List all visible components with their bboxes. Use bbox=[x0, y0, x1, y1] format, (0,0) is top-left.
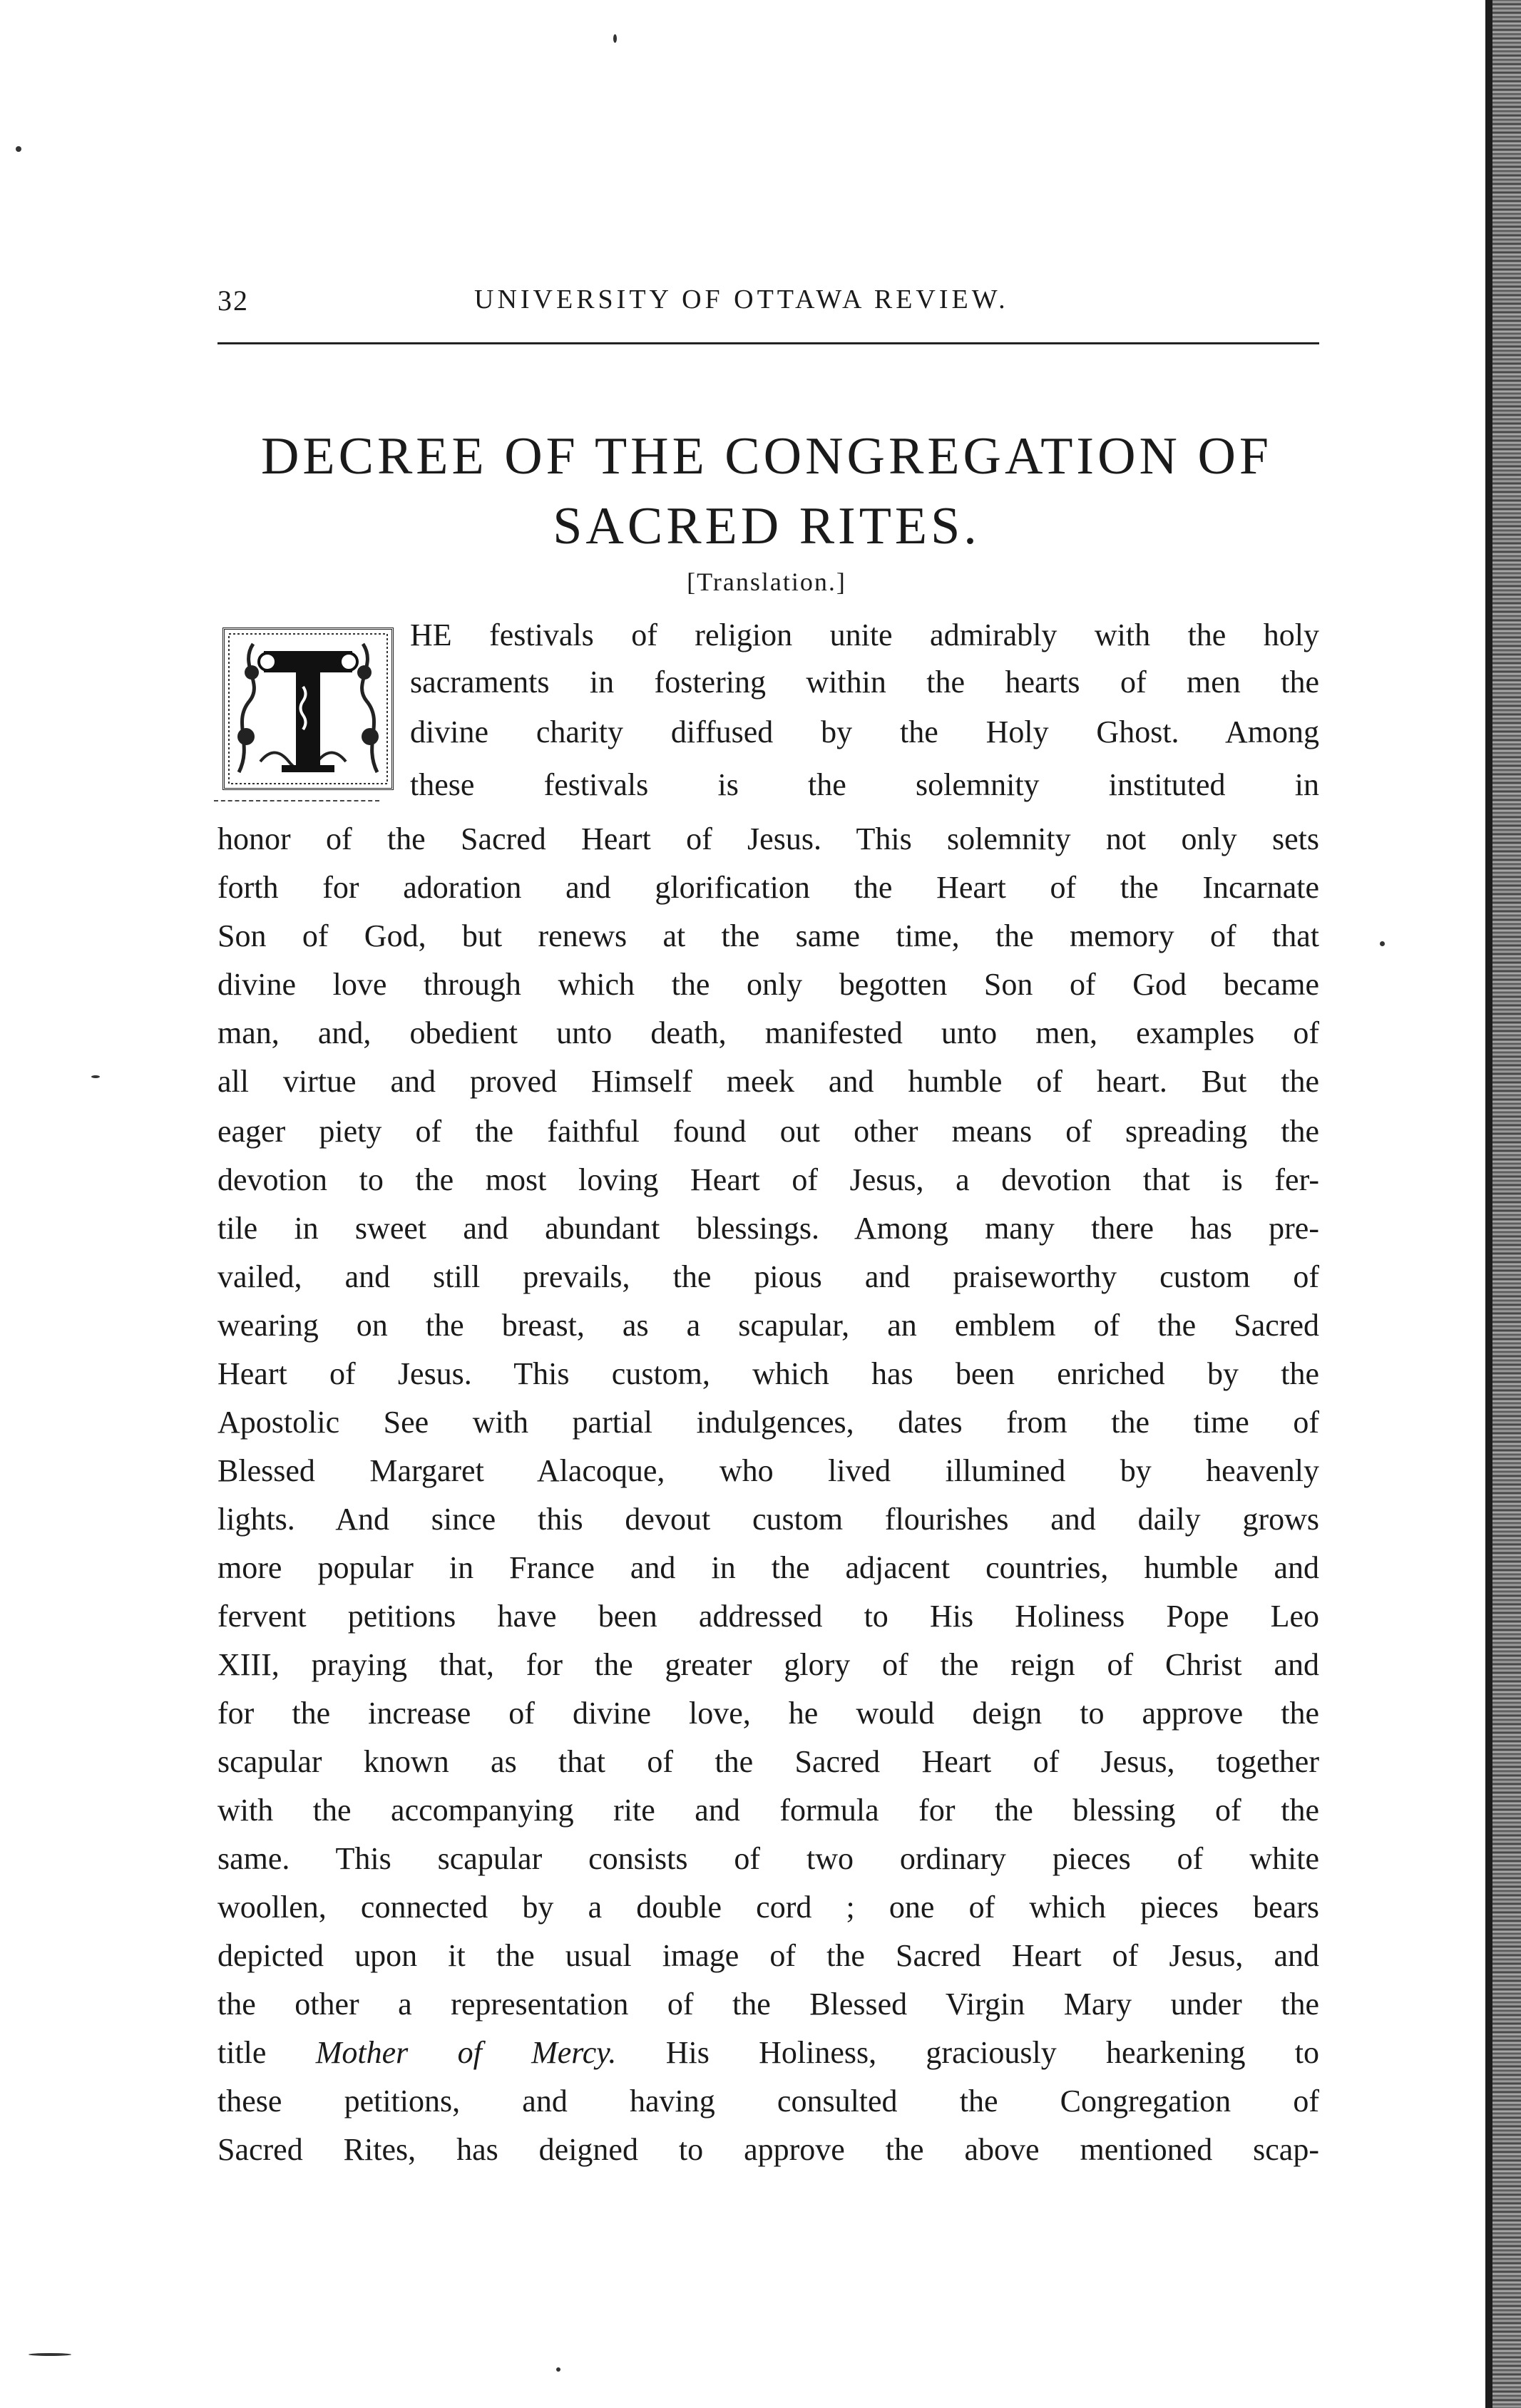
body-line: scapular known as that of the Sacred Heart of Jesus, together bbox=[217, 1744, 1319, 1779]
running-head bbox=[217, 284, 1319, 327]
drop-cap-rule bbox=[214, 800, 379, 801]
page-number: 32 bbox=[217, 285, 249, 317]
scan-speck bbox=[1380, 941, 1385, 946]
body-line: vailed, and still prevails, the pious and praiseworthy custom of bbox=[217, 1259, 1319, 1294]
body-line: wearing on the breast, as a scapular, an emblem of the Sacred bbox=[217, 1308, 1319, 1343]
binding-edge bbox=[1485, 0, 1521, 2408]
scan-speck bbox=[613, 34, 617, 43]
body-line: tile in sweet and abundant blessings. Among many there has pre- bbox=[217, 1211, 1319, 1246]
article-title-line-1: DECREE OF THE CONGREGATION OF bbox=[260, 427, 1273, 486]
text-span: title bbox=[217, 2035, 316, 2070]
scan-speck bbox=[91, 1075, 100, 1078]
scan-speck bbox=[16, 146, 21, 152]
article-title-line-2: SACRED RITES. bbox=[553, 497, 980, 555]
body-line: fervent petitions have been addressed to His Holiness Pope Leo bbox=[217, 1599, 1319, 1634]
body-line: Son of God, but renews at the same time, the memory of that bbox=[217, 918, 1319, 953]
body-line: HE festivals of religion unite admirably with the holy bbox=[410, 618, 1319, 652]
body-line: with the accompanying rite and formula for the blessing of the bbox=[217, 1793, 1319, 1828]
body-line: divine love through which the only begotten Son of God became bbox=[217, 967, 1319, 1002]
header-rule bbox=[217, 342, 1319, 344]
body-line: honor of the Sacred Heart of Jesus. This solemnity not only sets bbox=[217, 821, 1319, 856]
translation-note: [Translation.] bbox=[687, 568, 846, 596]
body-line: sacraments in fostering within the hearts of men the bbox=[410, 665, 1319, 700]
body-line: forth for adoration and glorification the Heart of the Incarnate bbox=[217, 870, 1319, 905]
body-line: Heart of Jesus. This custom, which has been enriched by the bbox=[217, 1356, 1319, 1391]
ornamental-drop-cap bbox=[222, 627, 394, 790]
body-line: these petitions, and having consulted the Congregation of bbox=[217, 2084, 1319, 2118]
body-line: devotion to the most loving Heart of Jesus, a devotion that is fer- bbox=[217, 1162, 1319, 1197]
body-line: for the increase of divine love, he would deign to approve the bbox=[217, 1696, 1319, 1731]
body-line: man, and, obedient unto death, manifested unto men, examples of bbox=[217, 1015, 1319, 1050]
body-line: these festivals is the solemnity instituted in bbox=[410, 767, 1319, 802]
scan-speck bbox=[29, 2353, 71, 2356]
body-line: Apostolic See with partial indulgences, dates from the time of bbox=[217, 1405, 1319, 1440]
body-line: woollen, connected by a double cord ; one of which pieces bears bbox=[217, 1890, 1319, 1925]
body-line: Sacred Rites, has deigned to approve the above mentioned scap- bbox=[217, 2132, 1319, 2167]
body-line: all virtue and proved Himself meek and humble of heart. But the bbox=[217, 1064, 1319, 1099]
body-line: eager piety of the faithful found out other means of spreading the bbox=[217, 1114, 1319, 1149]
scan-speck bbox=[556, 2367, 560, 2372]
body-line: Blessed Margaret Alacoque, who lived illumined by heavenly bbox=[217, 1453, 1319, 1488]
body-line: lights. And since this devout custom flourishes and daily grows bbox=[217, 1502, 1319, 1537]
body-line: XIII, praying that, for the greater glory of the reign of Christ and bbox=[217, 1647, 1319, 1682]
italic-title-span: Mother of Mercy. bbox=[315, 2035, 617, 2070]
body-line-with-italic bbox=[217, 2034, 1319, 2075]
body-line: divine charity diffused by the Holy Ghost. Among bbox=[410, 714, 1319, 749]
journal-title: UNIVERSITY OF OTTAWA REVIEW. bbox=[474, 285, 1009, 314]
body-line: more popular in France and in the adjacent countries, humble and bbox=[217, 1550, 1319, 1585]
body-line: the other a representation of the Blessed Virgin Mary under the bbox=[217, 1987, 1319, 2022]
drop-cap-ornament-icon bbox=[225, 630, 391, 788]
body-line: same. This scapular consists of two ordinary pieces of white bbox=[217, 1841, 1319, 1876]
body-line: depicted upon it the usual image of the Sacred Heart of Jesus, and bbox=[217, 1938, 1319, 1973]
text-span: His Holiness, graciously hearkening to bbox=[616, 2035, 1319, 2070]
